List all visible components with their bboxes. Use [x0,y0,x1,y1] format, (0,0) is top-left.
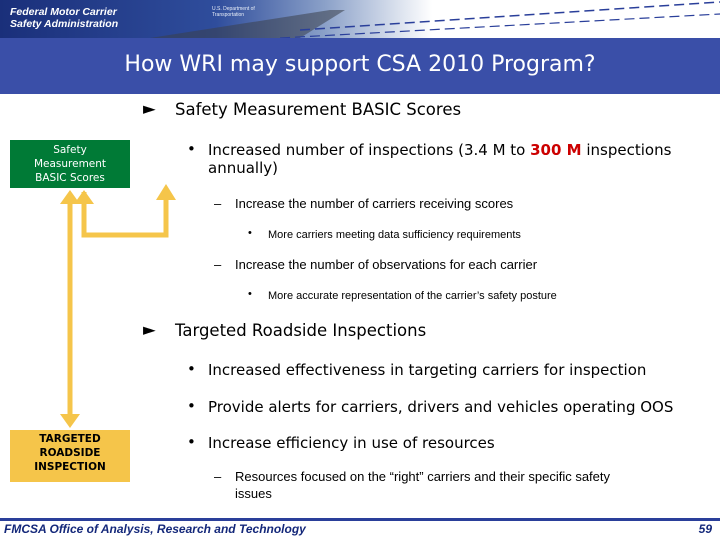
bullet-alerts: Provide alerts for carriers, drivers and vehicles operating OOS [208,398,674,416]
dot-bullet-icon: • [187,140,196,158]
dot-line-2: Transportation [212,12,245,18]
vertical-arrowhead-down-icon [60,414,80,428]
basic-box-line-1: Safety [53,144,87,156]
dash-bullet-icon: – [214,469,222,484]
highlight-300m: 300 M [530,141,582,159]
loop-arrow [84,192,166,235]
dot-bullet-small-icon: • [248,227,252,239]
roadside-heading: Targeted Roadside Inspections [175,321,427,340]
sub-resources-line2: issues [235,486,272,501]
bullet-effectiveness: Increased effectiveness in targeting carriers for inspection [208,361,647,379]
footer-divider [0,518,720,521]
dot-line-1: U.S. Department of [212,6,255,12]
agency-line-1: Federal Motor Carrier [10,6,117,18]
roadside-inspection-box [10,430,130,482]
page-number: 59 [698,522,712,536]
inspection-box-line-2: ROADSIDE [39,447,101,459]
sub-observations: Increase the number of observations for each carrier [235,257,538,272]
dot-bullet-icon: • [187,397,196,415]
loop-arrowhead-top-icon [156,184,176,200]
detail-data-sufficiency: More carriers meeting data sufficiency requirements [268,229,521,241]
dot-bullet-small-icon: • [248,288,252,300]
vertical-arrowhead-up-icon [60,190,80,204]
agency-line-2: Safety Administration [10,18,119,30]
sub-resources-line1: Resources focused on the “right” carriers and their specific safety [235,469,611,484]
bullet-inspections [208,141,671,159]
basic-scores-box [10,140,130,188]
sub-carriers-scores: Increase the number of carriers receiving scores [235,196,514,211]
bullet-inspections-post: inspections [581,141,672,159]
detail-safety-posture: More accurate representation of the carrier’s safety posture [268,290,557,302]
dot-bullet-icon: • [187,360,196,378]
footer-org: FMCSA Office of Analysis, Research and Technology [4,522,306,536]
slide-title: How WRI may support CSA 2010 Program? [124,52,596,77]
bullet-inspections-pre: Increased number of inspections (3.4 M to [208,141,531,159]
triangle-bullet-icon: ► [143,320,156,339]
dash-bullet-icon: – [214,196,222,211]
basic-box-line-3: BASIC Scores [35,172,105,184]
bullet-efficiency: Increase efficiency in use of resources [208,434,495,452]
triangle-bullet-icon: ► [143,99,156,118]
dash-bullet-icon: – [214,257,222,272]
bullet-inspections-line2: annually) [208,159,278,177]
basic-heading: Safety Measurement BASIC Scores [175,100,462,119]
inspection-box-line-3: INSPECTION [34,461,106,473]
basic-box-line-2: Measurement [33,158,107,170]
dot-bullet-icon: • [187,433,196,451]
inspection-box-line-1: TARGETED [39,433,101,445]
